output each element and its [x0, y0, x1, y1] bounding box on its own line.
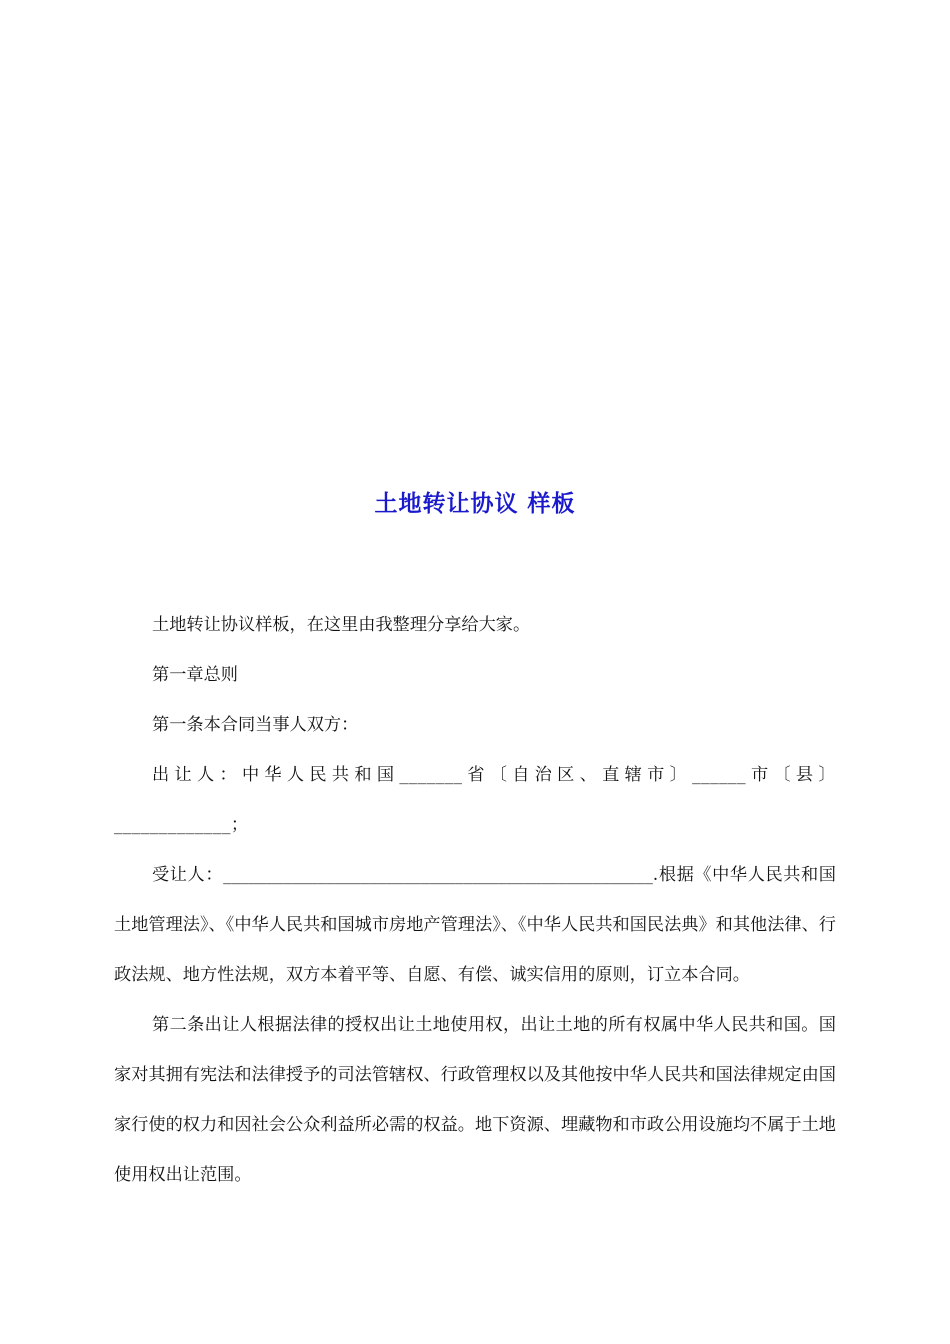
- article-2-paragraph: 第二条出让人根据法律的授权出让土地使用权，出让土地的所有权属中华人民共和国。国家对其拥有宪法和法律授予的司法管辖权、行政管理权以及其他按中华人民共和国法律规定由国家行使的权力和因社会公众利益所必需的权益。地下资源、埋藏物和市政公用设施均不属于土地使用权出让范围。: [114, 1015, 836, 1185]
- transferee-paragraph: 受让人：__________________________________________________.根据《中华人民共和国土地管理法》、《中华人民共和国城市房地产管理法》、《中华人民共和国民法典》和其他法律、行政法规、地方性法规，双方本着平等、自愿、有偿、诚实信用的原则，订立本合同。: [114, 865, 836, 985]
- transferor-paragraph: 出让人：中华人民共和国_______省〔自治区、直辖市〕______市〔县〕_____________；: [114, 765, 836, 835]
- chapter-heading: 第一章总则: [152, 665, 238, 685]
- article-1-heading: 第一条本合同当事人双方：: [152, 715, 359, 735]
- intro-paragraph: 土地转让协议样板，在这里由我整理分享给大家。: [152, 615, 531, 635]
- document-title: 土地转让协议 样板: [374, 491, 576, 517]
- document-body: [114, 600, 836, 1200]
